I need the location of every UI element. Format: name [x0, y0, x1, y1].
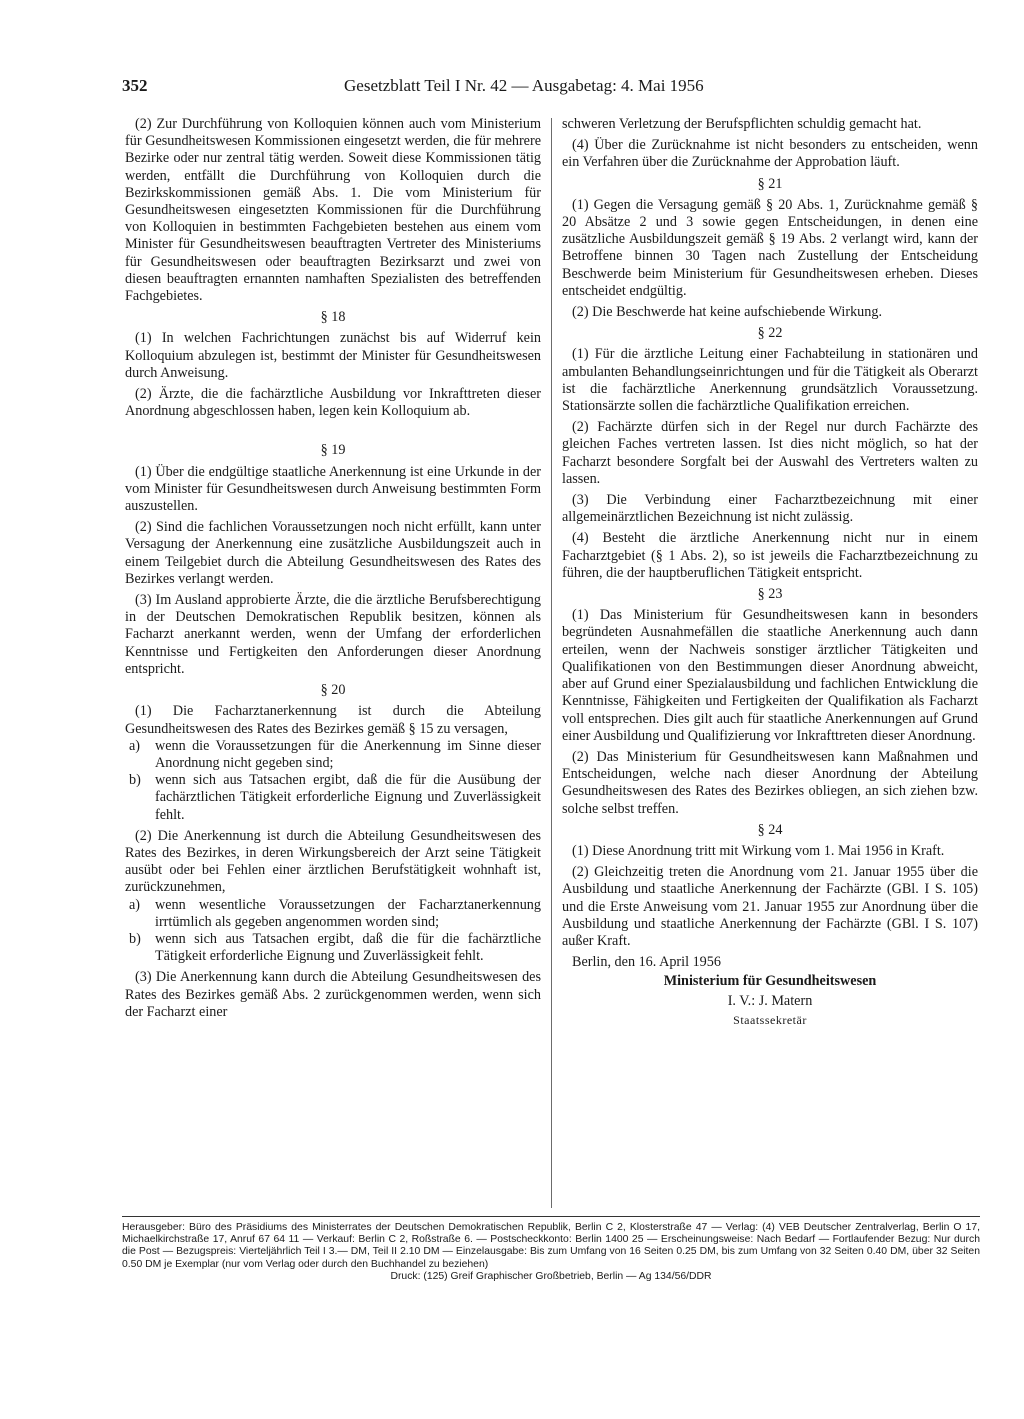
right-column [562, 116, 978, 1029]
paragraph: (2) Sind die fachlichen Voraussetzungen noch nicht erfüllt, kann unter Versagung der Anerkennung eine zusätzliche Ausbildungszeit auch in einem Teilgebiet durch die Abteilung Gesundheitswesen des Rates des Bezirkes verlangt werden. [125, 519, 541, 587]
section-22-paragraph-4 [562, 530, 978, 582]
section-21-paragraph-1 [562, 197, 978, 300]
section-20-heading: § 20 [320, 682, 346, 699]
section-24-paragraph-2 [562, 864, 978, 950]
section-20-paragraph-2 [125, 828, 541, 966]
left-column [125, 116, 541, 1025]
section-21-heading: § 21 [757, 175, 783, 192]
imprint-printer: Druck: (125) Greif Graphischer Großbetrieb, Berlin — Ag 134/56/DDR [390, 1270, 712, 1282]
imprint [122, 1222, 980, 1283]
paragraph: (1) Diese Anordnung tritt mit Wirkung vom 1. Mai 1956 in Kraft. [572, 842, 945, 859]
paragraph: (1) Für die ärztliche Leitung einer Fachabteilung in stationären und ambulanten Behandlungseinrichtungen und für die Tätigkeit als Oberarzt ist die fachärztliche Anerkennung grundsätzlich Voraussetzung. Stationsärzte sollen die fachärztliche Qualifikation erreichen. [562, 346, 978, 415]
section-24-paragraph-1 [562, 843, 978, 860]
section-19-paragraph-2 [125, 519, 541, 588]
list-item [125, 897, 541, 931]
paragraph: (2) Gleichzeitig treten die Anordnung vom 21. Januar 1955 über die Ausbildung und staatliche Anerkennung der Fachärzte (GBl. I S. 105) und die Erste Anweisung vom 21. Januar 1955 zur Anordnung über die Ausbildung und staatliche Anerkennung der Fachärzte (GBl. I S. 107) außer Kraft. [562, 864, 978, 949]
place-and-date: Berlin, den 16. April 1956 [572, 954, 721, 971]
paragraph: (2) Ärzte, die die fachärztliche Ausbildung vor Inkrafttreten dieser Anordnung abgeschlossen haben, legen kein Kolloquium ab. [125, 386, 541, 420]
section-20-paragraph-1 [125, 703, 541, 823]
section-23-heading: § 23 [757, 586, 783, 603]
section-22-paragraph-1 [562, 346, 978, 415]
list-item-text: wenn wesentliche Voraussetzungen der Facharztanerkennung irrtümlich als gegeben angenommen worden sind; [155, 896, 541, 930]
list-item-label: a) [129, 896, 141, 913]
section-19-paragraph-1 [125, 464, 541, 516]
section-22-heading: § 22 [757, 325, 783, 342]
paragraph: (3) Die Anerkennung kann durch die Abteilung Gesundheitswesen des Rates des Bezirkes gemäß Abs. 2 zurückgenommen werden, wenn sich der Facharzt einer [125, 969, 541, 1020]
list-item-text: wenn sich aus Tatsachen ergibt, daß die für die fachärztliche Tätigkeit erforderliche Eignung und Zuverlässigkeit fehlt. [155, 930, 541, 965]
paragraph: (2) Zur Durchführung von Kolloquien können auch vom Ministerium für Gesundheitswesen Kommissionen eingesetzt werden, die für mehrere Bezirke oder nur zentral tätig werden. Soweit diese Kommissionen tätig werden, entfällt die Durchführung von Kolloquien durch die Bezirkskommissionen gemäß Abs. 1. Die vom Ministerium für Gesundheitswesen eingesetzten Kommissionen für die Durchführung von Kolloquien in bestimmten Fachgebieten bestehen aus einem vom Minister für Gesundheitswesen beauftragten Vertreter des Ministeriums für Gesundheitswesen oder beauftragten Bezirksarzt und zwei von diesen beauftragten ernannten namhaften Spezialisten des betreffenden Fachgebietes. [125, 116, 541, 305]
signature-ministry: Ministerium für Gesundheitswesen [663, 973, 877, 990]
section-20-paragraph-3-continued [562, 116, 978, 133]
list-item-label: b) [129, 930, 141, 947]
paragraph: (2) Die Anerkennung ist durch die Abteilung Gesundheitswesen des Rates des Bezirkes, in deren Wirkungsbereich der Arzt seine Tätigkeit ausübt oder bei Fehlen einer ärztlichen Berufstätigkeit wohnhaft ist, zurückzunehmen, [125, 827, 541, 896]
imprint-text: Herausgeber: Büro des Präsidiums des Ministerrates der Deutschen Demokratischen Republik, Berlin C 2, Klosterstraße 47 — Verlag: (4) VEB Deutscher Zentralverlag, Berlin O 17, Michaelkirchstraße 17, Anruf 67 64 11 — Verkauf: Berlin C 2, Roßstraße 6. — Postscheckkonto: Berlin 1400 25 — Erscheinungsweise: Nach Bedarf — Fortlaufender Bezug: Nur durch die Post — Bezugspreis: Vierteljährlich Teil I 3.— DM, Teil II 2.10 DM — Einzelausgabe: Bis zum Umfang von 16 Seiten 0.25 DM, bis zum Umfang von 32 Seiten 0.40 DM, über 32 Seiten 0.50 DM je Exemplar (nur vom Verlag oder durch den Buchhandel zu beziehen) [122, 1222, 980, 1270]
list-item-text: wenn sich aus Tatsachen ergibt, daß die für die Ausübung der fachärztlichen Tätigkeit erforderliche Eignung und Zuverlässigkeit fehlt. [155, 772, 541, 823]
list-item [125, 931, 541, 965]
list-item-text: wenn die Voraussetzungen für die Anerkennung im Sinne dieser Anordnung nicht gegeben sind; [155, 737, 541, 771]
section-19-paragraph-3 [125, 592, 541, 678]
paragraph: (4) Über die Zurücknahme ist nicht besonders zu entscheiden, wenn ein Verfahren über die Zurücknahme der Approbation läuft. [562, 137, 978, 171]
paragraph: (4) Besteht die ärztliche Anerkennung nicht nur in einem Facharztgebiet (§ 1 Abs. 2), so ist jeweils die Facharztbezeichnung zu führen, die der hauptberuflichen Tätigkeit entspricht. [562, 530, 978, 581]
signature-signer: I. V.: J. Matern [727, 992, 813, 1009]
paragraph: (3) Im Ausland approbierte Ärzte, die die ärztliche Berufsberechtigung in der Deutschen Demokratischen Republik besitzen, können als Facharzt anerkannt werden, wenn der Umfang der erforderlichen Kenntnisse und Fertigkeiten den Anforderungen dieser Anordnung entspricht. [125, 592, 541, 677]
paragraph: (2) Die Beschwerde hat keine aufschiebende Wirkung. [572, 304, 882, 321]
paragraph: (3) Die Verbindung einer Facharztbezeichnung mit einer allgemeinärztlichen Bezeichnung ist nicht zulässig. [562, 492, 978, 526]
section-21-paragraph-2 [562, 304, 978, 321]
section-20-paragraph-3 [125, 969, 541, 1021]
paragraph: (1) Das Ministerium für Gesundheitswesen kann in besonders begründeten Ausnahmefällen die staatliche Anerkennung auch dann erteilen, wenn der Nachweis sonstiger ärztlicher Tätigkeiten und Qualifikationen von den Bestimmungen dieser Anordnung abweicht, aber auf Grund einer Spezialausbildung und fachlichen Entwicklung die Kenntnisse, Fähigkeiten und Fertigkeiten der Qualifikation als Facharzt voll entsprechen. Dies gilt auch für staatliche Anerkennungen auf Grund einer Ausbildung und Qualifizierung vor Inkrafttreten dieser Anordnung. [562, 607, 978, 744]
section-18-heading: § 18 [320, 309, 346, 326]
paragraph: (1) Die Facharztanerkennung ist durch die Abteilung Gesundheitswesen des Rates des Bezirkes gemäß § 15 zu versagen, [125, 703, 541, 737]
footer-divider [122, 1216, 980, 1217]
paragraph: schweren Verletzung der Berufspflichten schuldig gemacht hat. [562, 116, 922, 132]
section-24-heading: § 24 [757, 821, 783, 838]
section-23-paragraph-1 [562, 607, 978, 745]
section-17-paragraph-2 [125, 116, 541, 305]
signature-title: Staatssekretär [733, 1012, 807, 1027]
list-item [125, 738, 541, 772]
page-number: 352 [122, 76, 148, 95]
section-23-paragraph-2 [562, 749, 978, 818]
section-22-paragraph-2 [562, 419, 978, 488]
paragraph: (2) Das Ministerium für Gesundheitswesen kann Maßnahmen und Entscheidungen, welche nach dieser Anordnung der Abteilung Gesundheitswesen des Rates des Bezirkes obliegen, an sich ziehen bzw. solche selbst treffen. [562, 748, 978, 817]
list-item [125, 772, 541, 824]
paragraph: (1) Über die endgültige staatliche Anerkennung ist eine Urkunde in der vom Minister für Gesundheitswesen durch Anweisung bestimmten Form auszustellen. [125, 463, 541, 515]
section-22-paragraph-3 [562, 492, 978, 526]
paragraph: (2) Fachärzte dürfen sich in der Regel nur durch Fachärzte des gleichen Faches vertreten lassen. Ist dies nicht möglich, so hat der Facharzt besondere Sorgfalt bei der Auswahl des Vertreters walten zu lassen. [562, 419, 978, 487]
list-item-label: b) [129, 772, 141, 789]
column-divider [551, 118, 552, 1208]
section-18-paragraph-2 [125, 386, 541, 420]
page-header [122, 76, 952, 100]
paragraph: (1) Gegen die Versagung gemäß § 20 Abs. 1, Zurücknahme gemäß § 20 Absätze 2 und 3 sowie gegen Entscheidungen, in denen eine zusätzliche Ausbildungszeit gemäß § 19 Abs. 2 verlangt wird, kann der Betroffene binnen 30 Tagen nach Zustellung der Entscheidung Beschwerde beim Ministerium für Gesundheitswesen erheben. Dieses entscheidet endgültig. [562, 196, 978, 299]
section-18-paragraph-1 [125, 330, 541, 382]
paragraph: (1) In welchen Fachrichtungen zunächst bis auf Widerruf kein Kolloquium abzulegen ist, bestimmt der Minister für Gesundheitswesen durch Anweisung. [125, 330, 541, 381]
section-19-heading: § 19 [320, 442, 346, 459]
section-20-paragraph-4 [562, 137, 978, 171]
header-title: Gesetzblatt Teil I Nr. 42 — Ausgabetag: 4. Mai 1956 [344, 76, 704, 95]
list-item-label: a) [129, 737, 141, 754]
spacer [125, 424, 541, 442]
